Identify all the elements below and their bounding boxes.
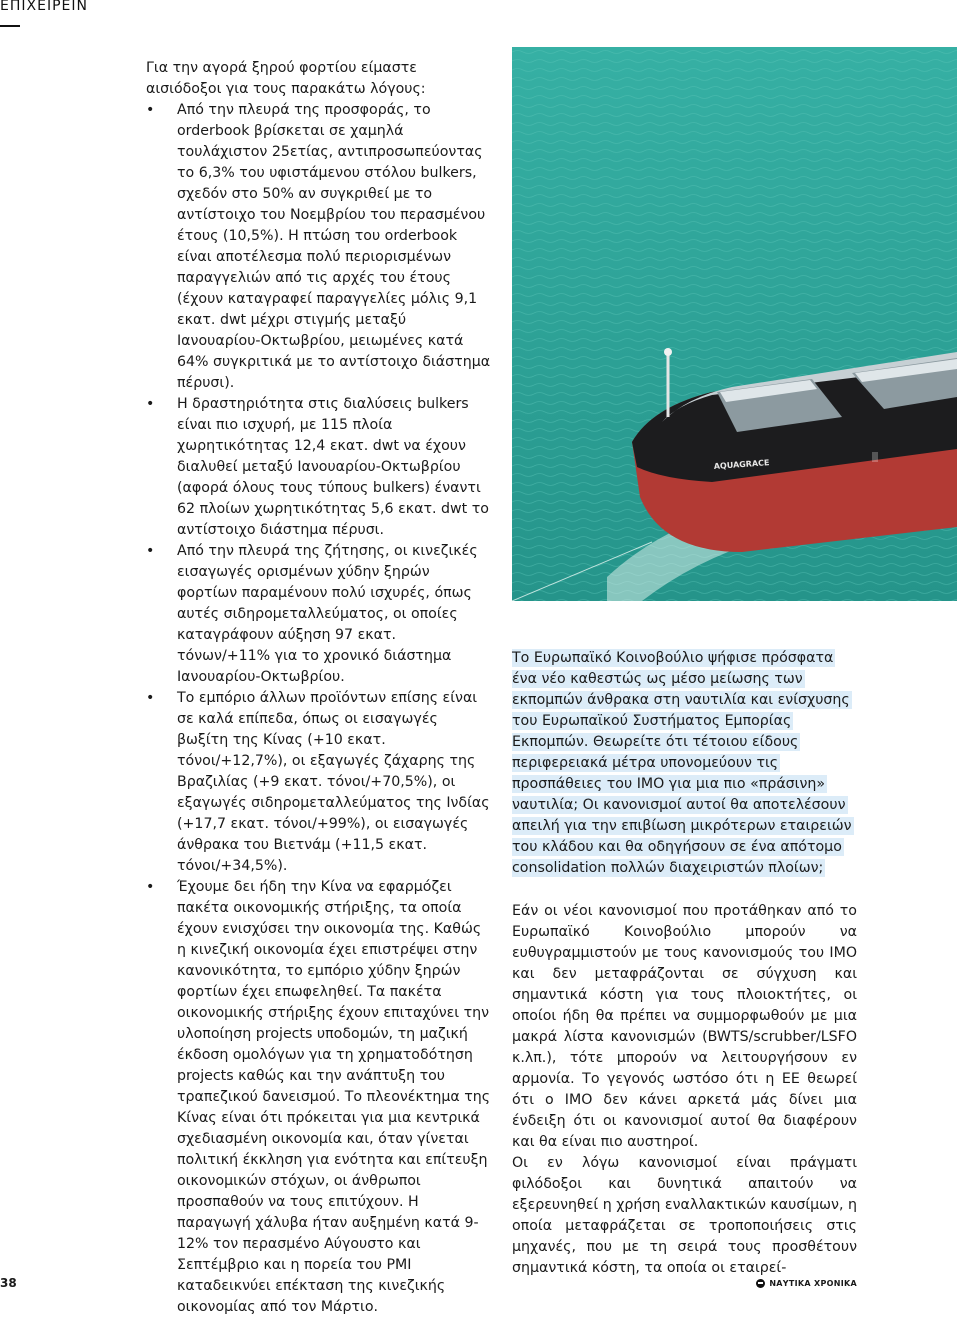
mast-light: [664, 348, 672, 356]
interview-question: [512, 648, 857, 879]
answer-paragraph: Εάν οι νέοι κανονισμοί που προτάθηκαν από το Ευρωπαϊκό Κοινοβούλιο μπορούν να ευθυγραμμιστούν με τους κανονισμούς του IMO και δεν μεταφράζονται σε σύγχυση και σημαντικά κόστη για τους πλοιοκτήτες, οι οποίοι ήδη θα πρέπει να συμμορφωθούν με μια μακρά λίστα κανονισμών (BWTS/scrubber/LSFO κ.λπ.), τότε μπορούν να λειτουργήσουν εν αρμονία. Το γεγονός ωστόσο ότι η ΕΕ θεωρεί ότι ο IMO δεν κάνει αρκετά μάς δίνει μια ένδειξη ότι οι κανονισμοί αυτοί θα διαφέρουν και θα είναι πιο αυστηροί.: [512, 903, 857, 1150]
magazine-footer: [756, 1279, 857, 1288]
intro-paragraph: Για την αγορά ξηρού φορτίου είμαστε αισιόδοξοι για τους παρακάτω λόγους:: [146, 60, 426, 97]
ship-photo: [512, 47, 957, 601]
bullet-item: • Η δραστηριότητα στις διαλύσεις bulkers είναι πιο ισχυρή, με 115 πλοία χωρητικότητας 12,4 εκατ. dwt να έχουν διαλυθεί μεταξύ Ιανουαρίου-Οκτωβρίου (αφορά όλους τους τύπους bulkers) έναντι 62 πλοίων χωρητικότητας 5,6 εκατ. dwt το αντίστοιχο διάστημα πέρυσι.: [146, 394, 492, 541]
bullet-item: • Από την πλευρά της ζήτησης, οι κινεζικές εισαγωγές ορισμένων χύδην ξηρών φορτίων παραμένουν πολύ ισχυρές, όπως αυτές σιδηρομεταλλεύματος, οι οποίες καταγράφουν αύξηση 97 εκατ. τόνων/+11% για το χρονικό διάστημα Ιανουαρίου-Οκτωβρίου.: [146, 541, 492, 688]
magazine-name: ΝΑΥΤΙΚΑ ΧΡΟΝΙΚΑ: [769, 1279, 857, 1288]
bulk-carrier-illustration: [512, 47, 957, 601]
bullet-item: • Το εμπόριο άλλων προϊόντων επίσης είναι σε καλά επίπεδα, όπως οι εισαγωγές βωξίτη της Κίνας (+10 εκατ. τόνοι/+12,7%), οι εξαγωγές ζάχαρης της Βραζιλίας (+9 εκατ. τόνοι/+70,5%), οι εξαγωγές σιδηρομεταλλεύματος της Ινδίας (+17,7 εκατ. τόνοι/+99%), οι εισαγωγές άνθρακα του Βιετνάμ (+11,5 εκατ. τόνοι/+34,5%).: [146, 688, 492, 877]
section-label: ΕΠΙΧΕΙΡΕΙΝ: [0, 0, 88, 14]
section-divider: [0, 25, 20, 27]
magazine-logo-icon: [756, 1279, 765, 1288]
answer-paragraph: Οι εν λόγω κανονισμοί είναι πράγματι φιλόδοξοι και δυνητικά απαιτούν να εξερευνηθεί η χρήση εναλλακτικών καυσίμων, η οποία μεταφράζεται σε τροποποιήσεις στις μηχανές, που με τη σειρά τους προσθέτουν σημαντικά κόστη, τα οποία οι εταιρεί-: [512, 1155, 857, 1276]
bullet-list: [146, 100, 492, 1318]
bullet-item: • Έχουμε δει ήδη την Κίνα να εφαρμόζει πακέτα οικονομικής στήριξης, τα οποία έχουν ενισχύσει την οικονομία της. Καθώς η κινεζική οικονομία έχει επιστρέψει στην κανονικότητα, το εμπόριο χύδην ξηρών φορτίων έχει επωφεληθεί. Τα πακέτα οικονομικής στήριξης έχουν επιταχύνει την υλοποίηση projects υποδομών, τη μαζική έκδοση ομολόγων για τη χρηματοδότηση projects καθώς και την ανάπτυξη του τραπεζικού δανεισμού. Το πλεονέκτημα της Κίνας είναι ότι πρόκειται για μια κεντρικά σχεδιασμένη οικονομία και, όταν γίνεται πολιτική έκκληση για ενότητα και επίτευξη οικονομικών στόχων, οι άνθρωποι προσπαθούν να τους επιτύχουν. Η παραγωγή χάλυβα ήταν αυξημένη κατά 9-12% τον περασμένο Αύγουστο και Σεπτέμβριο και η πορεία του PMI καταδεικνύει επέκταση της κινεζικής οικονομίας από τον Μάρτιο.: [146, 877, 492, 1318]
question-text: Το Ευρωπαϊκό Κοινοβούλιο ψήφισε πρόσφατα ένα νέο καθεστώς ως μέσο μείωσης των εκπομπών άνθρακα στη ναυτιλία και ενίσχυσης του Ευρωπαϊκού Συστήματος Εμπορίας Εκπομπών. Θεωρείτε ότι τέτοιου είδους περιφερειακά μέτρα υπονομεύουν τις προσπάθειες του IMO για μια πιο «πράσινη» ναυτιλία; Οι κανονισμοί αυτοί θα αποτελέσουν απειλή για την επιβίωση μικρότερων εταιρειών του κλάδου και θα οδηγήσουν σε ένα απότομο consolidation πολλών διαχειριστών πλοίων;: [512, 650, 852, 876]
right-column: [512, 901, 857, 1279]
ship-name: AQUAGRACE: [713, 458, 770, 471]
left-column: [146, 58, 492, 1318]
bullet-item: • Από την πλευρά της προσφοράς, το orderbook βρίσκεται σε χαμηλά τουλάχιστον 25ετίας, αντιπροσωπεύοντας το 6,3% του υφιστάμενου στόλου bulkers, σχεδόν στο 50% αν συγκριθεί με το αντίστοιχο του Νοεμβρίου του περασμένου έτους (10,5%). Η πτώση του orderbook είναι αποτέλεσμα πολύ περιορισμένων παραγγελιών από τις αρχές του έτους (έχουν καταγραφεί παραγγελίες μόλις 9,1 εκατ. dwt μέχρι στιγμής μεταξύ Ιανουαρίου-Οκτωβρίου, μειωμένες κατά 64% συγκριτικά με το αντίστοιχο διάστημα πέρυσι).: [146, 100, 492, 394]
page-number: 38: [0, 1276, 17, 1290]
